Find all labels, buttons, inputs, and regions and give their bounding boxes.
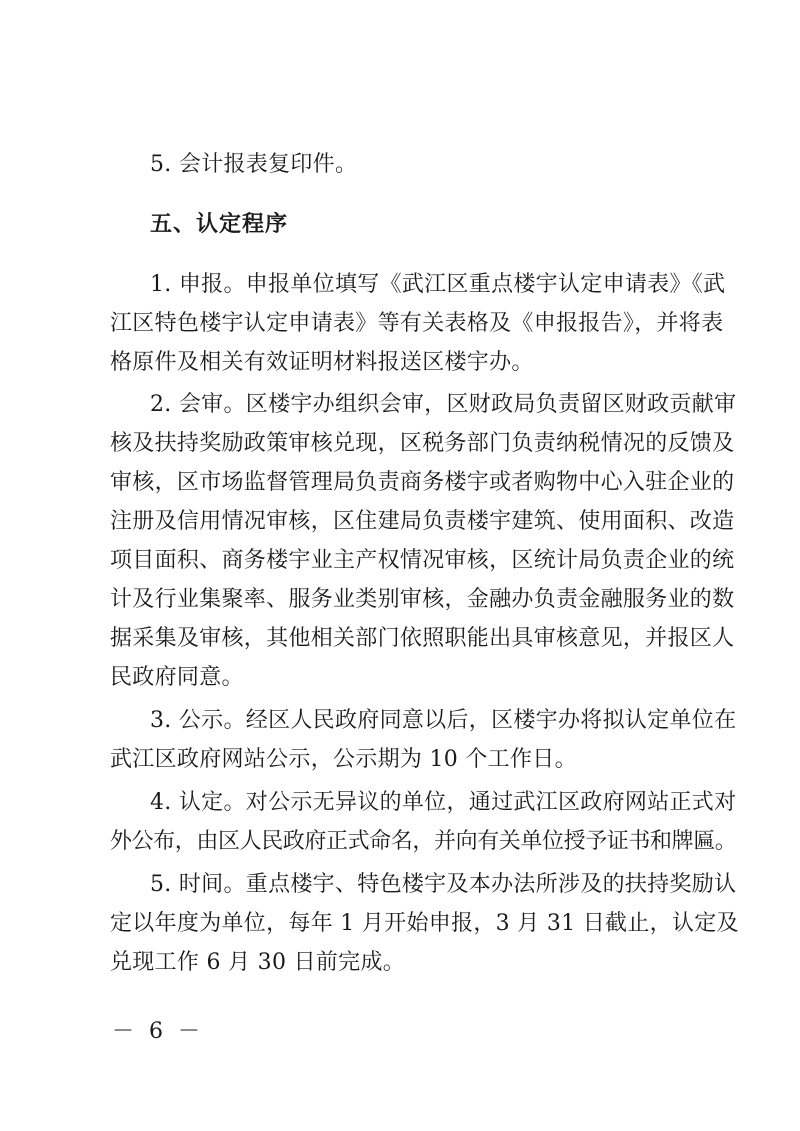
paragraph-line: 格原件及相关有效证明材料报送区楼宇办。 <box>110 350 534 375</box>
paragraph-line: 据采集及审核，其他相关部门依照职能出具审核意见，并报区人 <box>110 626 735 651</box>
paragraph-line: 武江区政府网站公示，公示期为 10 个工作日。 <box>110 747 577 772</box>
paragraph-line: 计及行业集聚率、服务业类别审核，金融办负责金融服务业的数 <box>110 587 735 612</box>
paragraph-line: 定以年度为单位，每年 1 月开始申报，3 月 31 日截止，认定及 <box>110 911 739 936</box>
paragraph-line: 注册及信用情况审核，区住建局负责楼宇建筑、使用面积、改造 <box>110 509 735 534</box>
list-item-accounting-statements: 5. 会计报表复印件。 <box>150 152 358 177</box>
section-heading-procedure: 五、认定程序 <box>150 212 289 237</box>
page-number: － 6 － <box>112 1019 204 1044</box>
paragraph-line: 4. 认定。对公示无异议的单位，通过武江区政府网站正式对 <box>150 790 737 815</box>
paragraph-line: 审核，区市场监督管理局负责商务楼宇或者购物中心入驻企业的 <box>110 470 735 495</box>
paragraph-line: 外公布，由区人民政府正式命名，并向有关单位授予证书和牌匾。 <box>110 829 737 854</box>
paragraph-line: 项目面积、商务楼宇业主产权情况审核，区统计局负责企业的统 <box>110 548 735 573</box>
paragraph-line: 2. 会审。区楼宇办组织会审，区财政局负责留区财政贡献审 <box>150 392 737 417</box>
paragraph-line: 兑现工作 6 月 30 日前完成。 <box>110 950 406 975</box>
paragraph-line: 1. 申报。申报单位填写《武江区重点楼宇认定申请表》《武 <box>150 272 726 297</box>
paragraph-line: 3. 公示。经区人民政府同意以后，区楼宇办将拟认定单位在 <box>150 708 737 733</box>
paragraph-line: 民政府同意。 <box>110 665 244 690</box>
paragraph-line: 核及扶持奖励政策审核兑现，区税务部门负责纳税情况的反馈及 <box>110 431 735 456</box>
paragraph-line: 江区特色楼宇认定申请表》等有关表格及《申报报告》，并将表 <box>110 311 724 336</box>
paragraph-line: 5. 时间。重点楼宇、特色楼宇及本办法所涉及的扶持奖励认 <box>150 872 737 897</box>
